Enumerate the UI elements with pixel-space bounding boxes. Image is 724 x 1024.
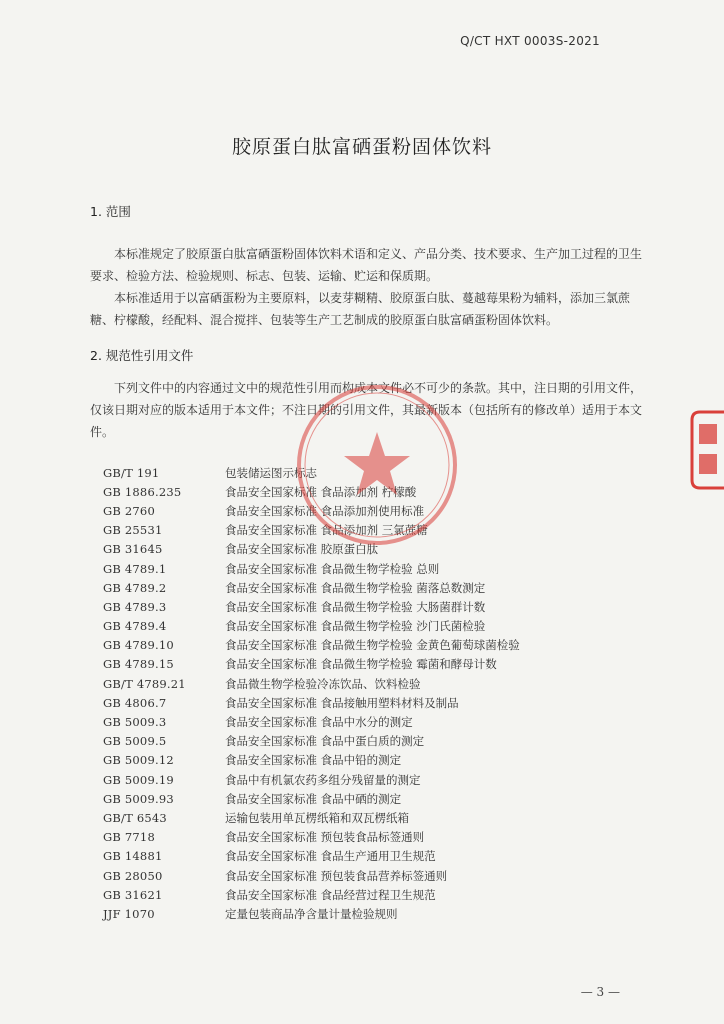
reference-code: JJF 1070 — [103, 906, 155, 921]
side-seal-stamp — [690, 410, 724, 490]
reference-name: 包装储运图示标志 — [225, 465, 317, 480]
page-number: — 3 — — [580, 985, 620, 999]
reference-name: 运输包装用单瓦楞纸箱和双瓦楞纸箱 — [225, 810, 409, 825]
reference-row — [103, 904, 663, 923]
reference-code: GB 25531 — [103, 523, 163, 538]
section-heading-scope: 1. 范围 — [90, 204, 131, 219]
reference-name: 食品微生物学检验冷冻饮品、饮料检验 — [225, 676, 421, 691]
reference-code: GB 31645 — [103, 542, 163, 557]
document-title: 胶原蛋白肽富硒蛋粉固体饮料 — [231, 136, 492, 158]
reference-code: GB 1886.235 — [103, 484, 182, 499]
reference-name: 食品安全国家标准 预包装食品标签通则 — [225, 830, 425, 845]
reference-name: 食品安全国家标准 食品添加剂 三氯蔗糖 — [225, 523, 428, 538]
reference-code: GB 4789.3 — [103, 599, 167, 614]
reference-row — [103, 847, 663, 866]
reference-row — [103, 789, 663, 808]
reference-row — [103, 674, 663, 693]
reference-code: GB 4789.2 — [103, 580, 167, 595]
reference-row — [103, 732, 663, 751]
reference-name: 食品安全国家标准 食品微生物学检验 金黄色葡萄球菌检验 — [225, 638, 520, 653]
reference-code: GB 4806.7 — [103, 695, 167, 710]
reference-row — [103, 866, 663, 885]
reference-code: GB/T 4789.21 — [103, 676, 186, 691]
reference-row — [103, 597, 663, 616]
section-heading-normative-references: 2. 规范性引用文件 — [90, 348, 194, 363]
reference-code: GB 4789.1 — [103, 561, 167, 576]
reference-name: 食品安全国家标准 食品接触用塑料材料及制品 — [225, 695, 459, 710]
reference-name: 定量包装商品净含量计量检验规则 — [225, 906, 398, 921]
reference-code: GB 2760 — [103, 503, 155, 518]
reference-name: 食品安全国家标准 食品中蛋白质的测定 — [225, 734, 425, 749]
scope-paragraph-1: 本标准规定了胶原蛋白肽富硒蛋粉固体饮料术语和定义、产品分类、技术要求、生产加工过程的卫生要求、检验方法、检验规则、标志、包装、运输、贮运和保质期。 — [90, 247, 643, 283]
reference-code: GB 28050 — [103, 868, 163, 883]
document-code: Q/CT HXT 0003S-2021 — [460, 34, 600, 48]
reference-name: 食品安全国家标准 食品微生物学检验 大肠菌群计数 — [225, 599, 486, 614]
company-seal-stamp — [292, 380, 462, 550]
reference-name: 食品安全国家标准 食品中水分的测定 — [225, 715, 413, 730]
reference-name: 食品安全国家标准 食品经营过程卫生规范 — [225, 887, 436, 902]
reference-name: 食品安全国家标准 食品添加剂 柠檬酸 — [225, 484, 417, 499]
reference-name: 食品安全国家标准 食品中硒的测定 — [225, 791, 402, 806]
reference-name: 食品安全国家标准 食品微生物学检验 沙门氏菌检验 — [225, 619, 486, 634]
reference-row — [103, 828, 663, 847]
reference-name: 食品安全国家标准 食品微生物学检验 总则 — [225, 561, 440, 576]
reference-name: 食品安全国家标准 食品生产通用卫生规范 — [225, 849, 436, 864]
reference-row — [103, 655, 663, 674]
reference-row — [103, 578, 663, 597]
reference-code: GB 4789.10 — [103, 638, 174, 653]
reference-code: GB 7718 — [103, 830, 155, 845]
reference-name: 食品安全国家标准 胶原蛋白肽 — [225, 542, 379, 557]
reference-row — [103, 559, 663, 578]
reference-code: GB 5009.3 — [103, 715, 167, 730]
reference-row — [103, 712, 663, 731]
reference-name: 食品安全国家标准 食品微生物学检验 霉菌和酵母计数 — [225, 657, 497, 672]
reference-name: 食品安全国家标准 预包装食品营养标签通则 — [225, 868, 448, 883]
references-intro-paragraph: 下列文件中的内容通过文中的规范性引用而构成本文件必不可少的条款。其中，注日期的引用文件，仅该日期对应的版本适用于本文件；不注日期的引用文件，其最新版本（包括所有的修改单）适用于本文件。 — [90, 381, 643, 439]
reference-row — [103, 808, 663, 827]
reference-code: GB 5009.12 — [103, 753, 174, 768]
reference-row — [103, 770, 663, 789]
reference-code: GB 4789.4 — [103, 619, 167, 634]
reference-code: GB 5009.19 — [103, 772, 174, 787]
scope-paragraph-2: 本标准适用于以富硒蛋粉为主要原料，以麦芽糊精、胶原蛋白肽、蔓越莓果粉为辅料，添加三氯蔗糖、柠檬酸，经配料、混合搅拌、包装等生产工艺制成的胶原蛋白肽富硒蛋粉固体饮料。 — [90, 291, 631, 327]
reference-code: GB 14881 — [103, 849, 163, 864]
reference-row — [103, 693, 663, 712]
reference-code: GB 4789.15 — [103, 657, 174, 672]
reference-code: GB/T 191 — [103, 465, 160, 480]
reference-row — [103, 617, 663, 636]
reference-name: 食品安全国家标准 食品微生物学检验 菌落总数测定 — [225, 580, 486, 595]
reference-row — [103, 751, 663, 770]
reference-row — [103, 636, 663, 655]
reference-code: GB 5009.5 — [103, 734, 167, 749]
reference-name: 食品安全国家标准 食品添加剂使用标准 — [225, 503, 425, 518]
reference-row — [103, 885, 663, 904]
reference-code: GB 31621 — [103, 887, 163, 902]
reference-name: 食品中有机氯农药多组分残留量的测定 — [225, 772, 421, 787]
reference-name: 食品安全国家标准 食品中铅的测定 — [225, 753, 402, 768]
reference-code: GB/T 6543 — [103, 810, 167, 825]
reference-code: GB 5009.93 — [103, 791, 174, 806]
